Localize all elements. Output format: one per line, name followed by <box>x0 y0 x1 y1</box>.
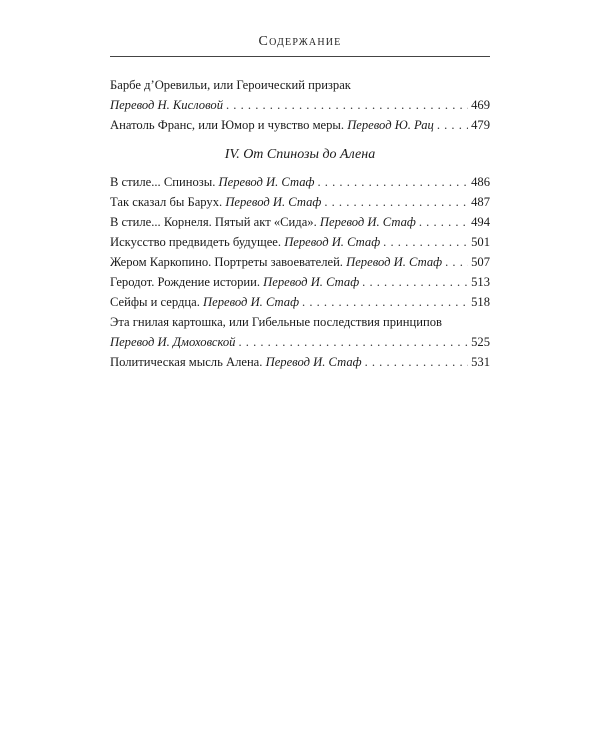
dot-leader <box>383 232 468 252</box>
toc-entry-title: Геродот. Рождение истории. <box>110 275 261 289</box>
toc-entry-page: 479 <box>471 118 490 132</box>
toc-entry-translator: Перевод И. Стаф <box>346 255 443 269</box>
toc-entry <box>110 115 490 135</box>
toc-entry-translator: Перевод И. Стаф <box>319 215 416 229</box>
toc-entry <box>110 172 490 192</box>
toc-entry-translator: Перевод И. Стаф <box>218 175 315 189</box>
table-of-contents <box>110 75 490 372</box>
dot-leader <box>365 352 469 372</box>
toc-entry-translator: Перевод И. Стаф <box>284 235 381 249</box>
toc-entry-page: 469 <box>471 98 490 112</box>
toc-entry-page: 487 <box>471 195 490 209</box>
dot-leader <box>318 172 469 192</box>
toc-entry <box>110 192 490 212</box>
toc-entry <box>110 272 490 292</box>
toc-entry-page: 531 <box>471 355 490 369</box>
toc-entry-page: 518 <box>471 295 490 309</box>
dot-leader <box>302 292 468 312</box>
toc-entry-page: 486 <box>471 175 490 189</box>
dot-leader <box>238 332 468 352</box>
dot-leader <box>324 192 468 212</box>
toc-entry-translator: Перевод И. Стаф <box>263 275 360 289</box>
toc-entry <box>110 312 490 352</box>
toc-entry <box>110 352 490 372</box>
dot-leader <box>226 95 468 115</box>
toc-entry-translator: Перевод Н. Кисловой <box>110 98 223 112</box>
toc-entry <box>110 292 490 312</box>
toc-entry-title: Эта гнилая картошка, или Гибельные последствия принципов <box>110 315 442 329</box>
section-title: IV. От Спинозы до Алена <box>224 147 376 162</box>
toc-entry-translator: Перевод И. Стаф <box>265 355 362 369</box>
toc-entry-title: Политическая мысль Алена. <box>110 355 263 369</box>
toc-entry <box>110 75 490 115</box>
toc-entry-page: 507 <box>471 255 490 269</box>
dot-leader <box>445 252 468 272</box>
toc-entry-title: Искусство предвидеть будущее. <box>110 235 282 249</box>
toc-entry-title: Барбе д’Оревильи, или Героический призрак <box>110 78 351 92</box>
toc-entry-page: 525 <box>471 335 490 349</box>
dot-leader <box>437 115 468 135</box>
toc-entry-page: 494 <box>471 215 490 229</box>
toc-entry-title: Так сказал бы Барух. <box>110 195 223 209</box>
toc-entry <box>110 252 490 272</box>
toc-entry-title: В стиле... Корнеля. Пятый акт «Сида». <box>110 215 317 229</box>
toc-entry-title: В стиле... Спинозы. <box>110 175 216 189</box>
toc-entry-translator: Перевод И. Стаф <box>225 195 322 209</box>
header-rule <box>110 56 490 57</box>
toc-entry-page: 513 <box>471 275 490 289</box>
dot-leader <box>362 272 468 292</box>
toc-entry-title: Жером Каркопино. Портреты завоевателей. <box>110 255 343 269</box>
toc-entry-title: Сейфы и сердца. <box>110 295 200 309</box>
toc-entry-translator: Перевод И. Стаф <box>203 295 300 309</box>
toc-entry <box>110 232 490 252</box>
toc-entry <box>110 212 490 232</box>
toc-entry-translator: Перевод И. Дмоховской <box>110 335 236 349</box>
running-head: Содержание <box>258 34 342 49</box>
dot-leader <box>419 212 468 232</box>
toc-entry-title: Анатоль Франс, или Юмор и чувство меры. <box>110 118 345 132</box>
toc-entry-page: 501 <box>471 235 490 249</box>
toc-entry-translator: Перевод Ю. Рац <box>347 118 434 132</box>
book-page <box>110 0 490 372</box>
